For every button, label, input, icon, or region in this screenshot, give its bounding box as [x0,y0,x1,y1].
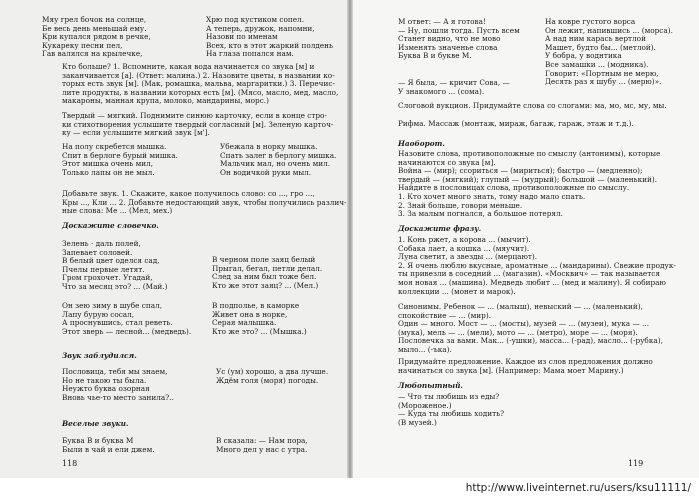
text-line: Буква В и букве М. [398,51,472,61]
page-number-right: 119 [628,459,644,468]
text-line: Он водичкой руки мыл. [220,167,312,177]
text-line: Назовите слова, противоположные по смыслу (антонимы), которые [398,149,661,158]
text-line: Пословечка за вами. Мак... (-ушки), масса... (-рад), масло... (-рубка), [398,336,663,346]
section-synonyms [398,303,694,355]
section-add-sound [62,190,346,216]
text-line: Он лежит, напившись ... (морса). [545,25,673,35]
text-line: Луна светит, а звезды ... (мерцают). [398,252,538,262]
text-line: Синонимы. Ребенок — ... (малыш), невыский — ... (маленький), [398,302,643,311]
section-finish-word-heading: Доскажите словечко. [62,221,159,230]
text-line: След за ним был тоже бел. [212,272,317,282]
text-line: У знакомого ... (сома). [398,86,485,96]
text-line: Бе весь день меньшай ему. [42,23,147,33]
riddle-may [62,240,212,292]
poem-names-col2 [206,16,346,59]
poem-mouse-col2 [220,143,350,177]
text-line: Придумайте предложение. Каждое из слов предложения должно [398,357,653,366]
text-line: ки стихотворения услышите твердый согласный [м]. Зеленую карточ- [62,119,334,129]
text-line: — Я была, — кричит Сова, — [398,78,510,87]
text-line: спокойствие — ... (мир). [398,310,492,320]
poem-proverb [62,368,212,402]
text-line: Что за месяц это? ... (Май.) [62,281,168,291]
text-line: — Куда ты любишь ходить? [398,409,504,419]
poem-mouse-col1 [62,143,212,177]
text-line: Все замашки ... (модника). [545,59,649,69]
text-line: Гав валялся на крылечке, [42,49,143,59]
text-line: Неужто буква озорная [62,384,150,394]
text-line: Запевает соловей. [62,247,133,257]
text-line: Хрю под кустиком сопел. [206,15,305,24]
section-finish-phrase-heading: Доскажите фразу. [398,224,482,233]
text-line: Станет видно, что не мово [398,34,501,44]
text-line: А теперь, дружок, напомни, [206,23,315,33]
poem-letters-col2 [216,437,350,454]
text-line: ку — если услышите мягкий звук [м']. [62,128,210,138]
text-line: А проснувшись, стал реветь. [62,318,173,328]
section-make-sentence [398,358,694,375]
section-opposite-heading: Наоборот. [398,139,445,148]
riddle-chalk [212,256,350,290]
text-line: Пословица, тебя мы знаем, [62,367,168,376]
poem-names-col1 [42,16,197,59]
text-line: Кто больше? 1. Вспомните, какая вода начинается со звука [м] и [62,62,315,71]
text-line: В сказала: — Нам пора, [216,436,308,445]
text-line: макароны, манная крупа, молоко, мандарины, морс.) [62,96,269,106]
section-lost-sound-heading: Звук заблудился. [62,351,137,360]
text-line: Были в чай и ели джем. [62,444,155,454]
riddle-mouse [212,302,350,336]
watermark-url[interactable]: http://www.liveinternet.ru/users/ksu11111/ [465,482,691,494]
text-line: Гром грохочет. Угадай, [62,273,153,283]
text-line: коллекции ... (монет и марок). [398,286,516,296]
poem-sova-col2 [545,18,697,87]
text-line: Этот зверь — лесной... (медведь). [62,326,192,336]
text-line: 1. Конь ржет, а корова ... (мычит). [398,235,531,244]
text-line: торых есть звук [м]. (Мак, ромашка, мальва, маргаритки.) 3. Перечис- [62,79,335,89]
text-line: 3. За малым погнался, а большое потерял. [398,209,563,219]
text-line: ные слова: Ме ... (Мел, мех.) [62,206,173,216]
text-line: В белый цвет оделся сад, [62,256,160,266]
text-line: Десять раз я шубу ... (мерю)». [545,77,662,87]
section-curious [398,393,694,427]
text-line: твердый — (мягкий); глупый — (мудрый); большой — (маленький). [398,174,658,184]
text-line: Один — много. Мост — ... (мосты), музей — ... (музеи), мука — ... [398,319,650,329]
text-line: Война — (мир); ссориться — (мириться); быстро — (медленно); [398,166,643,176]
text-line: На глаза попался нам. [206,49,294,59]
text-line: — Ну, пошли тогда. Пусть всем [398,25,520,35]
text-line: (Мороженое.) [398,400,452,410]
text-line: Найдите в пословицах слова, противоположные по смыслу. [398,183,630,193]
text-line: 2. Я очень люблю вкусные, ароматные ... (мандарины). Свежие продук- [398,260,676,270]
text-line: Буква В и буква М [62,436,134,445]
text-line: 2. Знай больше, говори меньше. [398,200,523,210]
text-line: лите продукты, в названии которых есть [м]. (Мясо, масло, мед, масло, [62,87,339,97]
text-line: Ус (ум) хорошо, а два лучше. [216,367,329,376]
text-line: На ковре густого ворса [545,17,636,26]
book-gutter [347,0,353,478]
text-line: Всех, кто в этот жаркий полдень [206,40,334,50]
section-who-more [62,63,346,106]
text-line: Серая малышка. [212,318,277,328]
text-line: Назови по именам [206,32,278,42]
section-rhyme: Рифма. Массаж (монтаж, мираж, багаж, гараж, этаж и т.д.). [398,119,634,128]
text-line: Этот мишка очень мил, [62,159,154,169]
page-119 [350,0,699,478]
page-118 [0,0,350,478]
text-line: Зелень · даль полей, [62,239,141,248]
text-line: Но не такою ты была. [62,375,147,385]
page-number-left: 118 [62,459,78,468]
text-line: Прыгал, бегал, петли делал. [212,263,323,273]
text-line: Мальчик мал, но очень мил. [220,159,331,169]
poem-sova-ending [398,79,538,96]
poem-sova-col1 [398,18,538,61]
text-line: В подполье, в каморке [212,301,300,310]
text-line: Спать залег в берлогу мишка. [220,150,337,160]
text-line: Спит в берлоге бурый мишка. [62,150,178,160]
section-hard-soft [62,112,346,138]
text-line: Добавьте звук. 1. Скажите, какое получилось слово: со ..., гро ..., [62,189,315,198]
text-line: Машет, будто бы... (метлой). [545,42,656,52]
text-line: Кто же этот заяц? ... (Мел.) [212,280,319,290]
text-line: 1. Кто хочет много знать, тому надо мало спать. [398,191,586,201]
text-line: заканчивается [а]. (Ответ: малина.) 2. Назовите цветы, в названии ко- [62,70,335,80]
text-line: ты привезли в соседний ... (магазин). «Москвич» — так называется [398,269,660,279]
riddle-bear [62,302,212,336]
text-line: На полу скребется мышка. [62,142,167,151]
text-line: Лапу бурую сосал, [62,309,135,319]
text-line: У бобра, у воднтика [545,51,622,61]
text-line: Изменять значенье слова [398,42,498,52]
text-line: Много дел у нас с утра. [216,444,308,454]
text-line: Собака лает, а кошка ... (мяучит). [398,243,530,253]
text-line: Убежала в норку мышка. [220,142,318,151]
section-opposite [398,150,694,219]
section-finish-phrase [398,236,694,296]
watermark-bar [0,478,699,499]
text-line: Ждём голя (моря) погоды. [216,375,319,385]
text-line: (мука), мель — ... (мели), мото — ... (метро), море — ... (моря). [398,327,638,337]
section-merry-sounds-heading: Веселые звуки. [62,419,129,428]
text-line: Говорит: «Портным не мерю, [545,68,659,78]
section-curious-heading: Любопытный. [398,381,463,390]
text-line: А над ним карась вертлой [545,34,646,44]
text-line: В черном поле заяц белый [212,255,316,264]
text-line: Кто же это? ... (Мышка.) [212,326,307,336]
text-line: начинаться со звука [м]. (Например: Мама моет Марину.) [398,365,624,375]
text-line: Кры ..., Кли ... 2. Добавьте недостающий звук, чтобы получились различ- [62,197,347,207]
text-line: Пчелы первые летят. [62,264,145,274]
text-line: начинаются со звука [м]. [398,157,496,167]
poem-letters-col1 [62,437,212,454]
text-line: Мяу грел бочок на солнце, [42,15,147,24]
text-line: Твердый — мягкий. Поднимите синюю карточку, если в конце стро- [62,111,327,120]
text-line: — Что ты любишь из еды? [398,392,500,401]
text-line: моя новая ... (машина). Медведь любит ... (мед и малину). Я собираю [398,277,666,287]
proverbs-list [216,368,350,385]
text-line: Кри купался рядом в речке, [42,32,151,42]
text-line: М ответ: — А я готова! [398,17,486,26]
text-line: мыло... (-ъка). [398,344,452,354]
section-syllable-auction: Слоговой вукцион. Придумайте слова со слогами: ма, мо, мс, му, мы. [398,101,667,110]
text-line: Вновь чье-то место занила?.. [62,392,174,402]
text-line: Он зею зиму в шубе спал, [62,301,163,310]
text-line: (В музей.) [398,417,437,427]
text-line: Живет она в норке, [212,309,288,319]
text-line: Только лапы он не мыл. [62,167,155,177]
text-line: Кукареку песни пел, [42,40,123,50]
